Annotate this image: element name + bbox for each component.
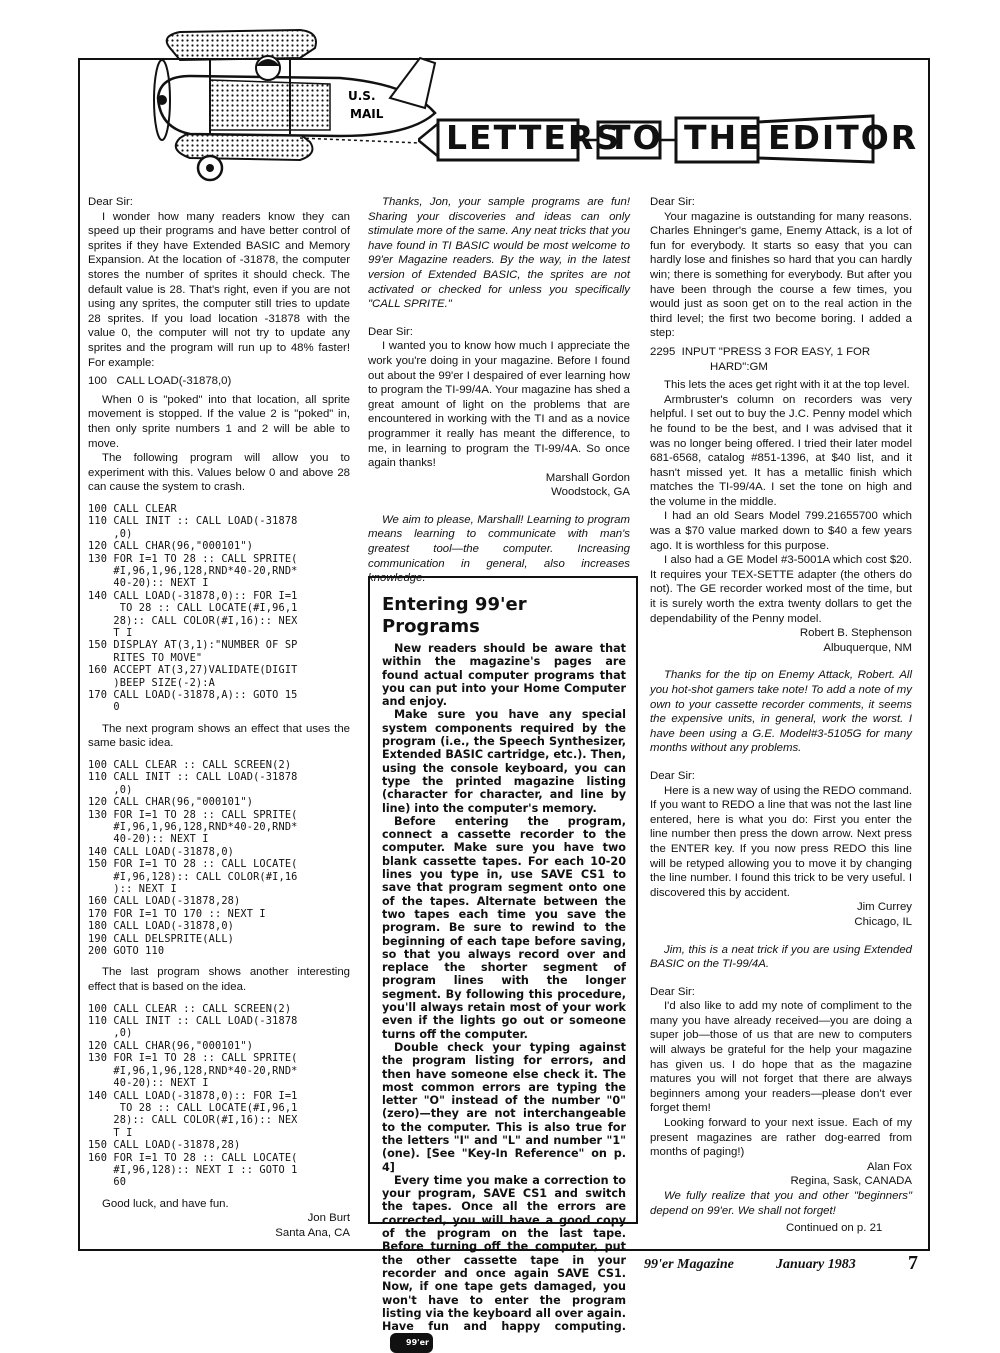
signature-name: Marshall Gordon bbox=[545, 471, 630, 484]
mail-label-us: U.S. bbox=[348, 89, 376, 103]
signature-place: Santa Ana, CA bbox=[275, 1226, 350, 1239]
footer-date: January 1983 bbox=[776, 1257, 856, 1272]
99er-logo-badge: 99'er bbox=[390, 1333, 433, 1352]
program-listing-1: 100 CALL CLEAR 110 CALL INIT :: CALL LOAD(-31878 ,0) 120 CALL CHAR(96,"000101") 130 FOR I=1 TO 28 :: CALL SPRITE( #I,96,1,96,128,RND*40-20,RND* 40-20):: NEXT I 140 CALL LOAD(-31878,0):: FOR I=1 TO 28 :: CALL LOCATE(#I,96,1 28):: CALL COLOR(#I,16):: NEX T I 150 DISPLAY AT(3,1):"NUMBER OF SP RITES TO MOVE" 160 ACCEPT AT(3,27)VALIDATE(DIGIT )BEEP SIZE(-2):A 170 CALL LOAD(-31878,A):: GOTO 15 0 bbox=[88, 502, 298, 714]
signature-name: Robert B. Stephenson bbox=[799, 627, 912, 640]
footer-magazine-name: 99'er Magazine bbox=[644, 1257, 734, 1272]
editor-reply: Thanks, Jon, your sample programs are fun! Sharing your discoveries and ideas can only stimulate more of the same. Any neat tricks that you have found in TI BASIC would be most welcome to 99'er Magazine readers. By the way, in the latest version of Extended BASIC, the sprites are not activated or checked for unless you specifically "CALL SPRITE." bbox=[368, 196, 630, 311]
sidebar-paragraph: Double check your typing against the program listing for errors, and then have someone else check it. The most common errors are typing the letter "O" instead of the number "0" (zero)—they are not interchangeable to the computer. This is also true for the letters "I" and "L" and number "1" (one). [See "Key-In Reference" on p. 4] bbox=[382, 1040, 626, 1174]
editor-reply: We aim to please, Marshall! Learning to program means learning to communicate with man's greatest tool—the computer. Increasing communication in general, also increases knowledge. bbox=[368, 513, 630, 585]
letter-paragraph: Armbruster's column on recorders was very helpful. I set out to buy the J.C. Penny model which he found to be the best, and I was advised that it was no longer being offered. I tried their later model 681-6568, catalog #851-1396, at $40 list, and it hasn't missed yet. It has a metallic finish which matches the TI-99/4A. I set the tone on high and the volume in the middle. bbox=[650, 393, 912, 508]
program-listing-2: 100 CALL CLEAR :: CALL SCREEN(2) 110 CALL INIT :: CALL LOAD(-31878 ,0) 120 CALL CHAR(96,"000101") 130 FOR I=1 TO 28 :: CALL SPRITE( #I,96,1,96,128,RND*40-20,RND* 40-20):: NEXT I 140 CALL LOAD(-31878,0) 150 FOR I=1 TO 28 :: CALL LOCATE( #I,96,128):: CALL COLOR(#I,16 ):: NEXT I 160 CALL LOAD(-31878,28) 170 FOR I=1 TO 170 :: NEXT I 180 CALL LOAD(-31878,0) 190 CALL DELSPRITE(ALL) 200 GOTO 110 bbox=[88, 758, 298, 958]
banner-word-letters: LETTERS bbox=[446, 118, 622, 157]
signature-name: Jon Burt bbox=[307, 1212, 350, 1225]
banner-word-editor: EDITOR bbox=[768, 118, 919, 157]
letter-paragraph: I also had a GE Model #3-5001A which cost $20. It requires your TEX-SETTE adapter (the others do not). The GE recorder worked most of the time, but it is surely worth the extra twenty dollars to get the dependability of the Penny model. bbox=[650, 554, 912, 625]
inline-listing bbox=[650, 345, 912, 374]
letter-paragraph: This lets the aces get right with it at the top level. bbox=[664, 379, 910, 392]
letter-paragraph: The last program shows another interesting effect that is based on the idea. bbox=[88, 966, 350, 994]
sidebar-title: Entering 99'er Programs bbox=[382, 594, 527, 637]
letter-paragraph: I had an old Sears Model 799.21655700 which was a $70 value marked down to $40 a few years ago. It is worthless for this purpose. bbox=[650, 510, 912, 552]
signature-place: Albuquerque, NM bbox=[823, 641, 912, 654]
banner-word-to: TO bbox=[608, 118, 663, 157]
column-2 bbox=[368, 195, 630, 586]
sidebar-paragraph: Before entering the program, connect a cassette recorder to the computer. Make sure you have two blank cassette tapes. For each 10-20 lines you type in, use SAVE CS1 to save that program segment onto one of the tapes. Alternate between the two tapes each time you save the program. Be sure to rewind to the beginning of each tape before saving, so that you always record over and replace the shorter segment of program lines with the longer segment. By following this procedure, you'll always retain most of your work even if the lights go out or someone turns off the computer. bbox=[382, 814, 626, 1041]
entering-programs-sidebar bbox=[368, 576, 638, 1348]
signature-place: Woodstock, GA bbox=[551, 486, 630, 499]
letter-salutation: Dear Sir: bbox=[650, 769, 695, 782]
letters-to-the-editor-banner bbox=[418, 110, 919, 168]
letter-paragraph: Good luck, and have fun. bbox=[102, 1197, 229, 1210]
letter-paragraph: Your magazine is outstanding for many reasons. Charles Ehninger's game, Enemy Attack, is a lot of fun for everybody. It starts so easy that you can hardly lose and finishes so hard that you can hardly win; there is something for everybody. But after you have been through the course a few times, you would just as soon get on to the real action in the third level; the first two become boring. I added a step: bbox=[650, 210, 912, 340]
banner-word-the: THE bbox=[684, 118, 763, 157]
column-3 bbox=[650, 195, 912, 1218]
letter-salutation: Dear Sir: bbox=[88, 196, 133, 208]
program-listing-3: 100 CALL CLEAR :: CALL SCREEN(2) 110 CALL INIT :: CALL LOAD(-31878 ,0) 120 CALL CHAR(96,"000101") 130 FOR I=1 TO 28 :: CALL SPRITE( #I,96,1,96,128,RND*40-20,RND* 40-20):: NEXT I 140 CALL LOAD(-31878,0):: FOR I=1 TO 28 :: CALL LOCATE(#I,96,1 28):: CALL COLOR(#I,16):: NEX T I 150 CALL LOAD(-31878,28) 160 FOR I=1 TO 28 :: CALL LOCATE( #I,96,128):: NEXT I :: GOTO 1 60 bbox=[88, 1002, 298, 1189]
sidebar-paragraph-text: Every time you make a correction to your program, SAVE CS1 and switch the tapes. Once all the errors are corrected, you will have a good copy of the program on the last tape. Before turning off the computer, put the other cassette tape in your recorder and once again SAVE CS1. Now, if one tape gets damaged, you won't have to enter the program listing via the keyboard all over again. Have fun and happy computing. bbox=[382, 1173, 626, 1334]
letter-paragraph: Here is a new way of using the REDO command. If you want to REDO a line that was not the last line entered, here is what you do: First you enter the line number then press the down arrow. Next press the ENTER key. If you now press REDO this line will be retyped allowing you to move it by changing the line number. I found this trick to be very useful. I discovered this by accident. bbox=[650, 784, 912, 899]
letter-salutation: Dear Sir: bbox=[650, 985, 695, 998]
inline-listing: 100 CALL LOAD(-31878,0) bbox=[88, 375, 232, 388]
mail-label-mail: MAIL bbox=[350, 107, 384, 121]
letter-paragraph: I wonder how many readers know they can speed up their programs and have better control of sprites if they have Extended BASIC and Memory Expansion. At the location of -31878, the computer stores the number of sprites it should check. The default value is 28. That's right, even if you are not using any sprites, the computer still tries to update 28 sprites. If you load location -31878 with the value 0, the computer will not try to update any sprites and the program will run up to 48% faster! For example: bbox=[88, 210, 350, 369]
editor-reply: Thanks for the tip on Enemy Attack, Robert. All you hot-shot gamers take note! To add a note of my own to your cassette recorder comments, it seems the expensive units, in general, work the worst. I have been using a G.E. Model#3-5105G for many months without any problems. bbox=[650, 669, 912, 755]
mail-plane-illustration bbox=[150, 18, 440, 188]
listing-line: 2295 INPUT "PRESS 3 FOR EASY, 1 FOR bbox=[650, 345, 871, 358]
page-number: 7 bbox=[908, 1252, 918, 1274]
signature-place: Chicago, IL bbox=[854, 915, 912, 928]
letter-paragraph: Looking forward to your next issue. Each of my present magazines are rather dog-earred from months of paging!) bbox=[650, 1117, 912, 1159]
letter-paragraph: The next program shows an effect that uses the same basic idea. bbox=[88, 722, 350, 750]
signature-name: Jim Currey bbox=[856, 901, 912, 914]
sidebar-paragraph bbox=[382, 1174, 626, 1353]
sidebar-paragraph: New readers should be aware that within the magazine's pages are found actual computer programs that you can put into your Home Computer and enjoy. bbox=[382, 642, 626, 709]
letter-salutation: Dear Sir: bbox=[650, 196, 695, 208]
letter-paragraph: I'd also like to add my note of compliment to the many you have already received—you are doing a super job—those of us that are new to computers will always be grateful for the help your magazine has given us. I do hope that as the magazine matures you will not forget that there are always beginners among your readers—please don't ever forget them! bbox=[650, 1000, 912, 1115]
sidebar-paragraph: Make sure you have any special system components required by the program (i.e., the Speech Synthesizer, Extended BASIC cartridge, etc.). Then, using the console keyboard, you can type the printed magazine listing (character for character, and line by line) into the computer's memory. bbox=[382, 708, 626, 815]
signature-place: Regina, Sask, CANADA bbox=[790, 1175, 912, 1188]
editor-reply: We fully realize that you and other "beginners" depend on 99'er. We shall not forget! bbox=[650, 1190, 912, 1217]
listing-line: HARD":GM bbox=[710, 360, 768, 373]
column-1 bbox=[88, 195, 350, 1241]
letter-paragraph: I wanted you to know how much I appreciate the work you're doing in your magazine. Before I found out about the 99'er I despaired of ever learning how to program the TI-99/4A. Your magazine has shed a great amount of light on the problems that are encountered in working with the TI and as a novice programmer it really has meant the difference, to me, in learning to program the TI-99/4A. So once again thanks! bbox=[368, 340, 630, 470]
letter-paragraph: When 0 is "poked" into that location, all sprite movement is stopped. If the value 2 is "poked" in, then only sprite numbers 1 and 2 will be able to move. bbox=[88, 393, 350, 450]
editor-reply: Jim, this is a neat trick if you are using Extended BASIC on the TI-99/4A. bbox=[650, 943, 912, 971]
letter-salutation: Dear Sir: bbox=[368, 325, 413, 338]
signature-name: Alan Fox bbox=[867, 1160, 912, 1173]
letter-paragraph: The following program will allow you to experiment with this. Values below 0 and above 28 can cause the system to crash. bbox=[88, 452, 350, 494]
continued-note: Continued on p. 21 bbox=[786, 1222, 883, 1234]
